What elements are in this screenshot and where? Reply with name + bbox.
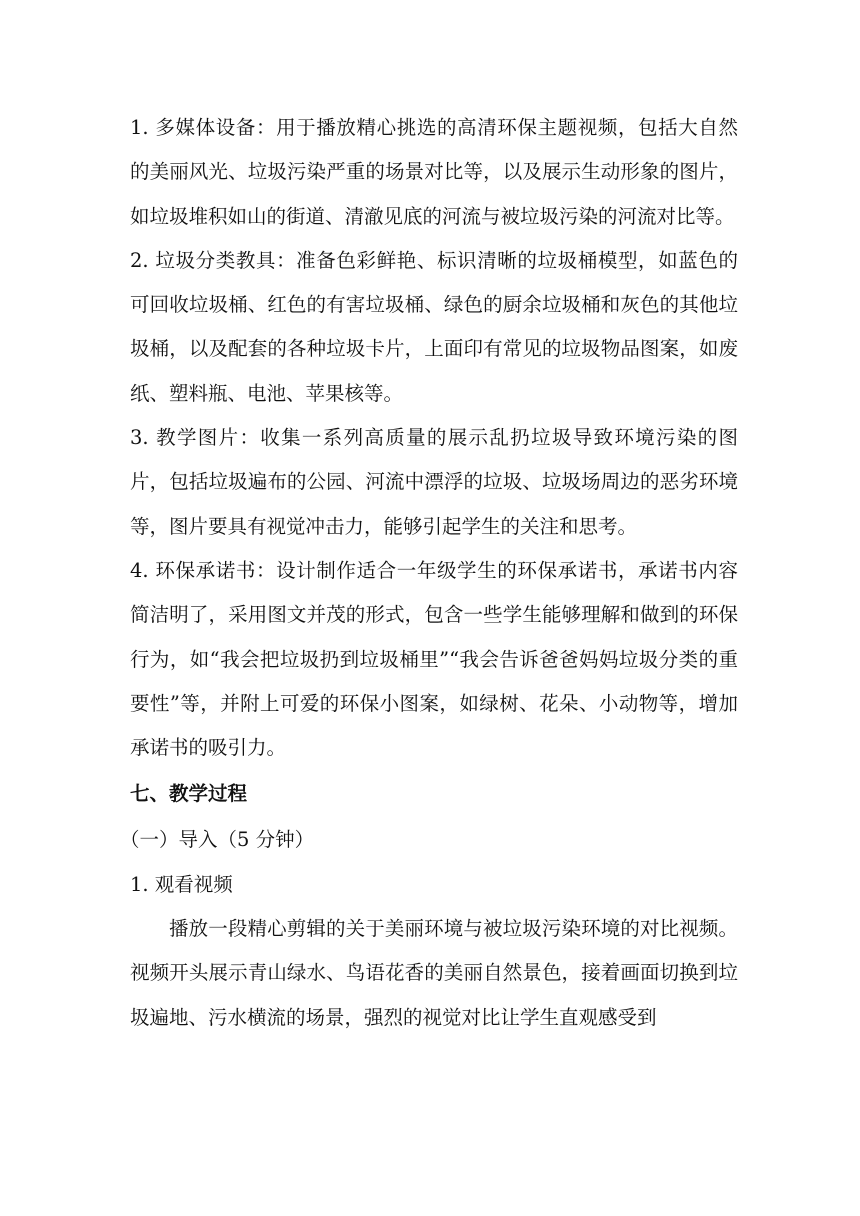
step-heading: 1. 观看视频 [130, 872, 233, 896]
list-item: 2. 垃圾分类教具：准备色彩鲜艳、标识清晰的垃圾桶模型，如蓝色的可回收垃圾桶、红色的有害垃圾桶、绿色的厨余垃圾桶和灰色的其他垃圾桶，以及配套的各种垃圾卡片，上面印有常见的垃圾物品图案，如废纸、塑料瓶、电池、苹果核等。 [130, 248, 738, 405]
subsection-heading: （一）导入（5 分钟） [120, 828, 315, 852]
list-item: 3. 教学图片：收集一系列高质量的展示乱扔垃圾导致环境污染的图片，包括垃圾遍布的公园、河流中漂浮的垃圾、垃圾场周边的恶劣环境等，图片要具有视觉冲击力，能够引起学生的关注和思考。 [130, 426, 738, 538]
document-page [120, 106, 738, 1040]
list-item: 4. 环保承诺书：设计制作适合一年级学生的环保承诺书，承诺书内容简洁明了，采用图文并茂的形式，包含一些学生能够理解和做到的环保行为，如“我会把垃圾扔到垃圾桶里”“我会告诉爸爸妈妈垃圾分类的重要性”等，并附上可爱的环保小图案，如绿树、花朵、小动物等，增加承诺书的吸引力。 [130, 558, 738, 760]
section-heading: 七、教学过程 [130, 782, 248, 806]
body-paragraph: 播放一段精心剪辑的关于美丽环境与被垃圾污染环境的对比视频。视频开头展示青山绿水、鸟语花香的美丽自然景色，接着画面切换到垃圾遍地、污水横流的场景，强烈的视觉对比让学生直观感受到 [130, 917, 738, 1029]
list-item: 1. 多媒体设备：用于播放精心挑选的高清环保主题视频，包括大自然的美丽风光、垃圾污染严重的场景对比等，以及展示生动形象的图片，如垃圾堆积如山的街道、清澈见底的河流与被垃圾污染的河流对比等。 [130, 116, 738, 228]
